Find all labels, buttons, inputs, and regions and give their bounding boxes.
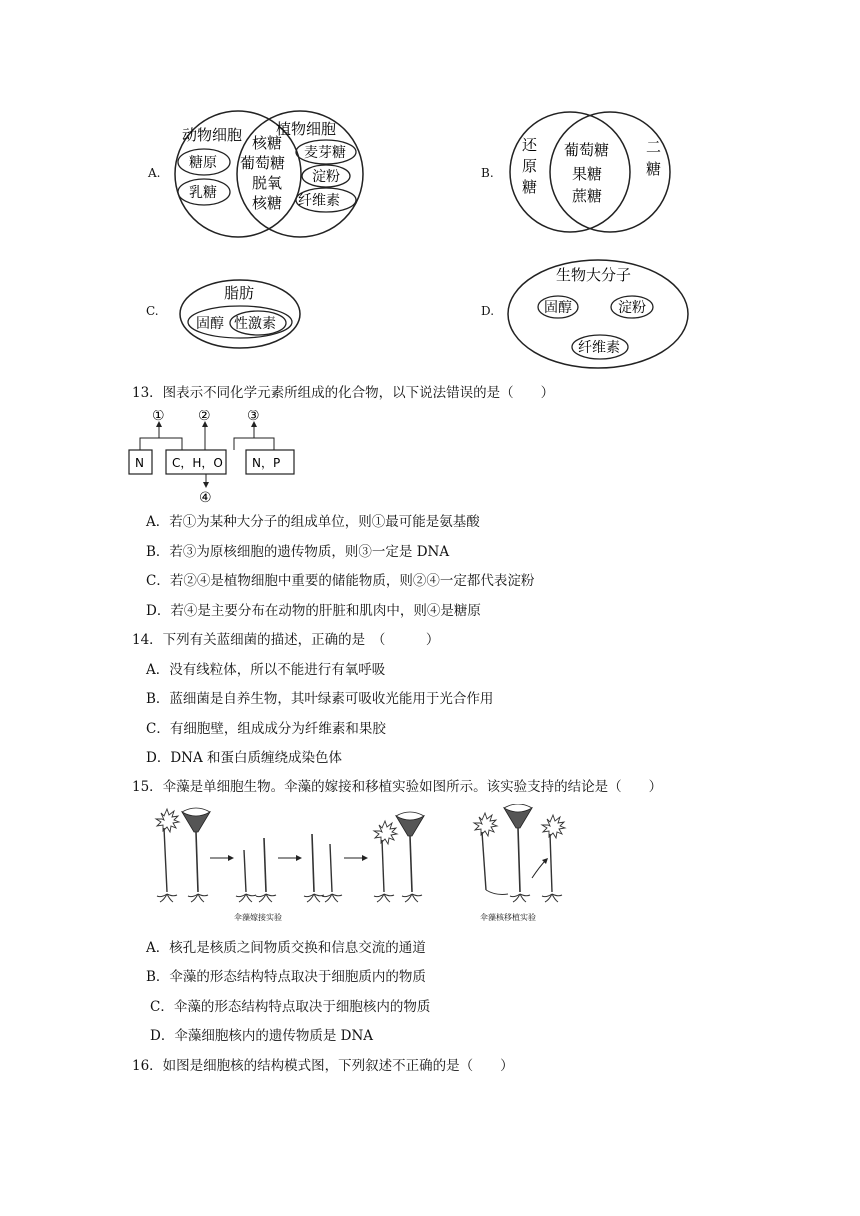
cholesterol-label: 固醇 [196,316,224,332]
q13-stem: 13．图表示不同化学元素所组成的化合物，以下说法错误的是（ ） [132,385,555,401]
q14-stem: 14．下列有关蓝细菌的描述，正确的是 （ ） [132,632,440,648]
circle-1: ① [152,410,165,424]
maltose-label: 麦芽糖 [304,145,346,161]
cellulose-label: 纤维素 [298,193,340,209]
deoxy-label-2: 核糖 [252,194,283,212]
q13-option-a: A．若①为某种大分子的组成单位，则①最可能是氨基酸 [146,514,480,530]
q14-option-d: D．DNA 和蛋白质缠绕成染色体 [146,750,343,766]
starch-label: 淀粉 [618,300,646,316]
q12-option-d-label: D. [481,304,495,318]
q15-option-b: B．伞藻的形态结构特点取决于细胞质内的物质 [146,969,426,985]
plant-cell-label: 植物细胞 [276,120,337,138]
graft-caption: 伞藻嫁接实验 [234,913,282,922]
reducing-char-3: 糖 [522,178,538,196]
circle-2: ② [198,410,211,424]
fructose-label: 果糖 [572,165,603,183]
disaccharide-char-2: 糖 [646,160,662,178]
glycogen-label: 糖原 [189,155,217,171]
glucose-label: 葡萄糖 [564,141,610,159]
q16-stem: 16．如图是细胞核的结构模式图，下列叙述不正确的是（ ） [132,1058,514,1074]
graft-stage-2 [236,838,276,902]
q13-option-c: C．若②④是植物细胞中重要的储能物质，则②④一定都代表淀粉 [146,573,535,589]
glucose-label: 葡萄糖 [240,154,286,172]
graft-stage-3 [304,834,342,902]
box-np-text: N，P [252,456,281,470]
animal-cell-label: 动物细胞 [182,126,243,144]
deoxy-label-1: 脱氧 [252,174,283,192]
q14-option-b: B．蓝细菌是自养生物，其叶绿素可吸收光能用于光合作用 [146,691,494,707]
sex-hormone-label: 性激素 [234,316,276,332]
transplant-caption: 伞藻核移植实验 [480,913,536,922]
q15-option-d: D．伞藻细胞核内的遗传物质是 DNA [150,1028,374,1044]
q12-option-a-venn [164,104,370,240]
sucrose-label: 蔗糖 [572,187,603,205]
ribose-label: 核糖 [252,134,283,152]
cellulose-label: 纤维素 [578,340,620,356]
q12-option-a-label: A. [148,166,161,180]
disaccharide-char-1: 二 [646,138,662,156]
box-cho-text: C，H，O [172,456,223,470]
q12-option-c-diagram [176,272,304,352]
q12-option-c-label: C. [146,304,159,318]
cholesterol-label: 固醇 [544,300,572,316]
starch-label: 淀粉 [312,169,340,185]
circle-4: ④ [199,490,212,506]
q14-option-c: C．有细胞壁，组成成分为纤维素和果胶 [146,721,386,737]
lactose-label: 乳糖 [189,185,217,201]
q12-option-d-diagram [504,256,692,372]
q13-option-b: B．若③为原核细胞的遗传物质，则③一定是 DNA [146,544,450,560]
q14-option-a: A．没有线粒体，所以不能进行有氧呼吸 [146,662,386,678]
q15-option-c: C．伞藻的形态结构特点取决于细胞核内的物质 [150,999,431,1015]
circle-3: ③ [247,410,260,424]
graft-stage-4 [374,812,424,902]
graft-stage-1 [156,808,210,902]
q13-option-d: D．若④是主要分布在动物的肝脏和肌肉中，则④是糖原 [146,603,481,619]
q13-element-diagram [128,410,296,506]
reducing-char-2: 原 [522,157,538,175]
transplant-figure [474,804,565,902]
q12-option-b-label: B. [481,166,494,180]
q15-stem: 15．伞藻是单细胞生物。伞藻的嫁接和移植实验如图所示。该实验支持的结论是（ ） [132,779,663,795]
fat-label: 脂肪 [224,284,255,302]
q12-option-b-venn [506,104,676,240]
reducing-char-1: 还 [522,136,538,154]
macromolecule-label: 生物大分子 [556,266,632,284]
box-n-text: N [135,456,144,470]
q15-option-a: A．核孔是核质之间物质交换和信息交流的通道 [146,940,426,956]
